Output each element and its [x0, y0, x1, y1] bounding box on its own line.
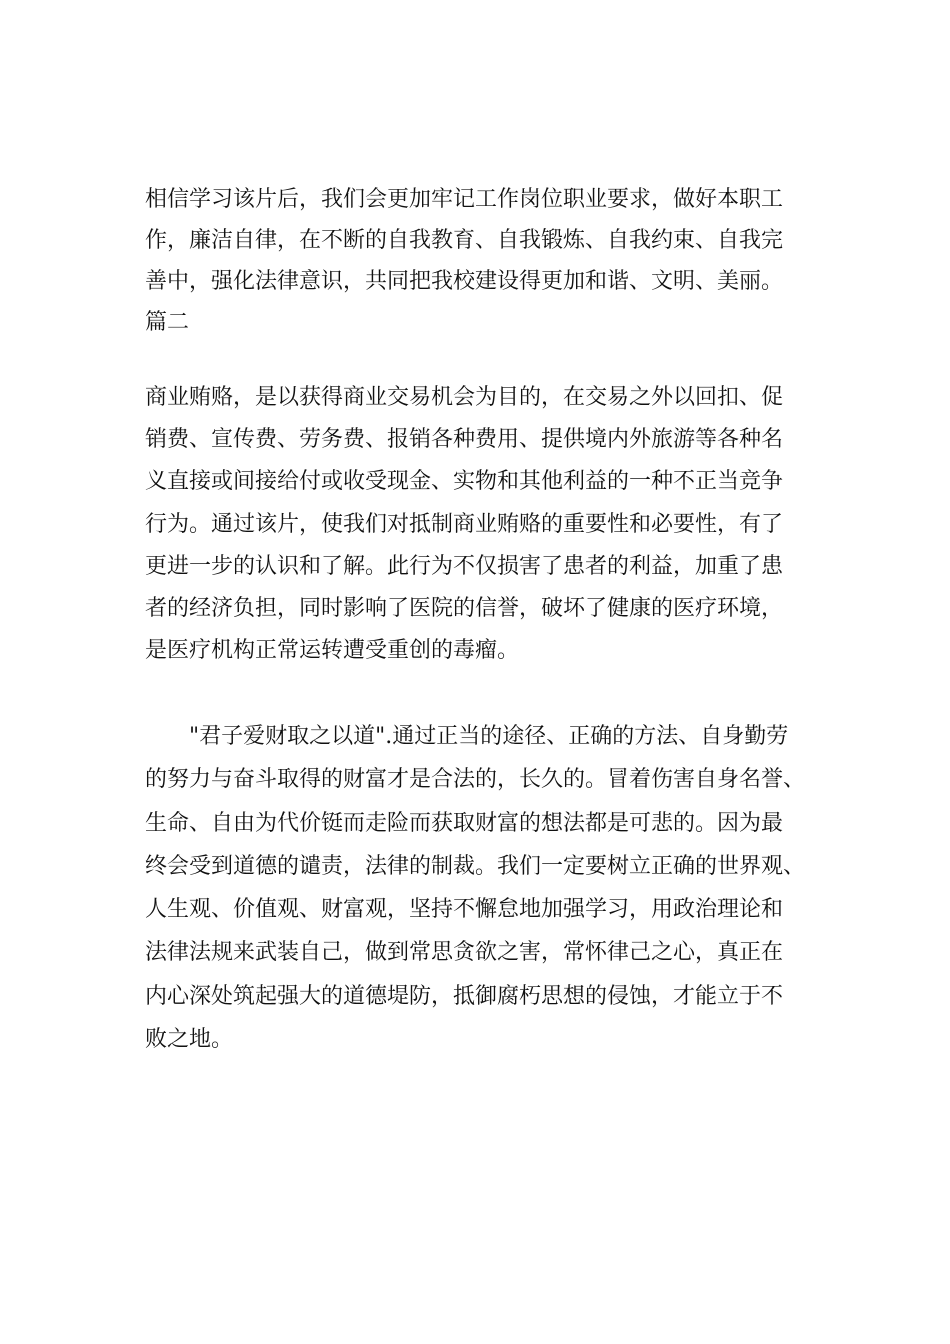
text-line: 行为。通过该片，使我们对抵制商业贿赂的重要性和必要性，有了	[145, 511, 784, 537]
text-line: 更进一步的认识和了解。此行为不仅损害了患者的利益，加重了患	[145, 553, 784, 579]
text-line: 相信学习该片后，我们会更加牢记工作岗位职业要求，做好本职工	[145, 187, 784, 212]
text-line: 的努力与奋斗取得的财富才是合法的，长久的。冒着伤害自身名誉、	[145, 767, 806, 793]
text-line: 终会受到道德的谴责，法律的制裁。我们一定要树立正确的世界观、	[145, 853, 806, 879]
section-heading: 篇二	[145, 310, 190, 335]
text-line: 法律法规来武装自己，做到常思贪欲之害，常怀律己之心，真正在	[145, 940, 784, 966]
text-line: 商业贿赂，是以获得商业交易机会为目的，在交易之外以回扣、促	[145, 385, 784, 410]
text-line: 内心深处筑起强大的道德堤防，抵御腐朽思想的侵蚀，才能立于不	[145, 983, 784, 1009]
text-line: 销费、宣传费、劳务费、报销各种费用、提供境内外旅游等各种名	[145, 427, 784, 453]
text-line: 生命、自由为代价铤而走险而获取财富的想法都是可悲的。因为最	[145, 810, 784, 836]
text-line: 人生观、价值观、财富观，坚持不懈怠地加强学习，用政治理论和	[145, 897, 784, 923]
text-line: "君子爱财取之以道".通过正当的途径、正确的方法、自身勤劳	[189, 724, 789, 749]
paragraph-commercial-bribery	[145, 377, 815, 672]
text-line: 义直接或间接给付或收受现金、实物和其他利益的一种不正当竞争	[145, 469, 784, 495]
text-line: 败之地。	[145, 1027, 234, 1053]
text-line: 善中，强化法律意识，共同把我校建设得更加和谐、文明、美丽。	[145, 269, 784, 294]
text-line: 者的经济负担，同时影响了医院的信誉，破坏了健康的医疗环境，	[145, 596, 784, 622]
text-line: 作，廉洁自律，在不断的自我教育、自我锻炼、自我约束、自我完	[145, 228, 784, 253]
text-line: 是医疗机构正常运转遭受重创的毒瘤。	[145, 638, 520, 664]
paragraph-conclusion	[145, 179, 815, 343]
paragraph-wealth-by-right-way	[145, 715, 815, 1061]
